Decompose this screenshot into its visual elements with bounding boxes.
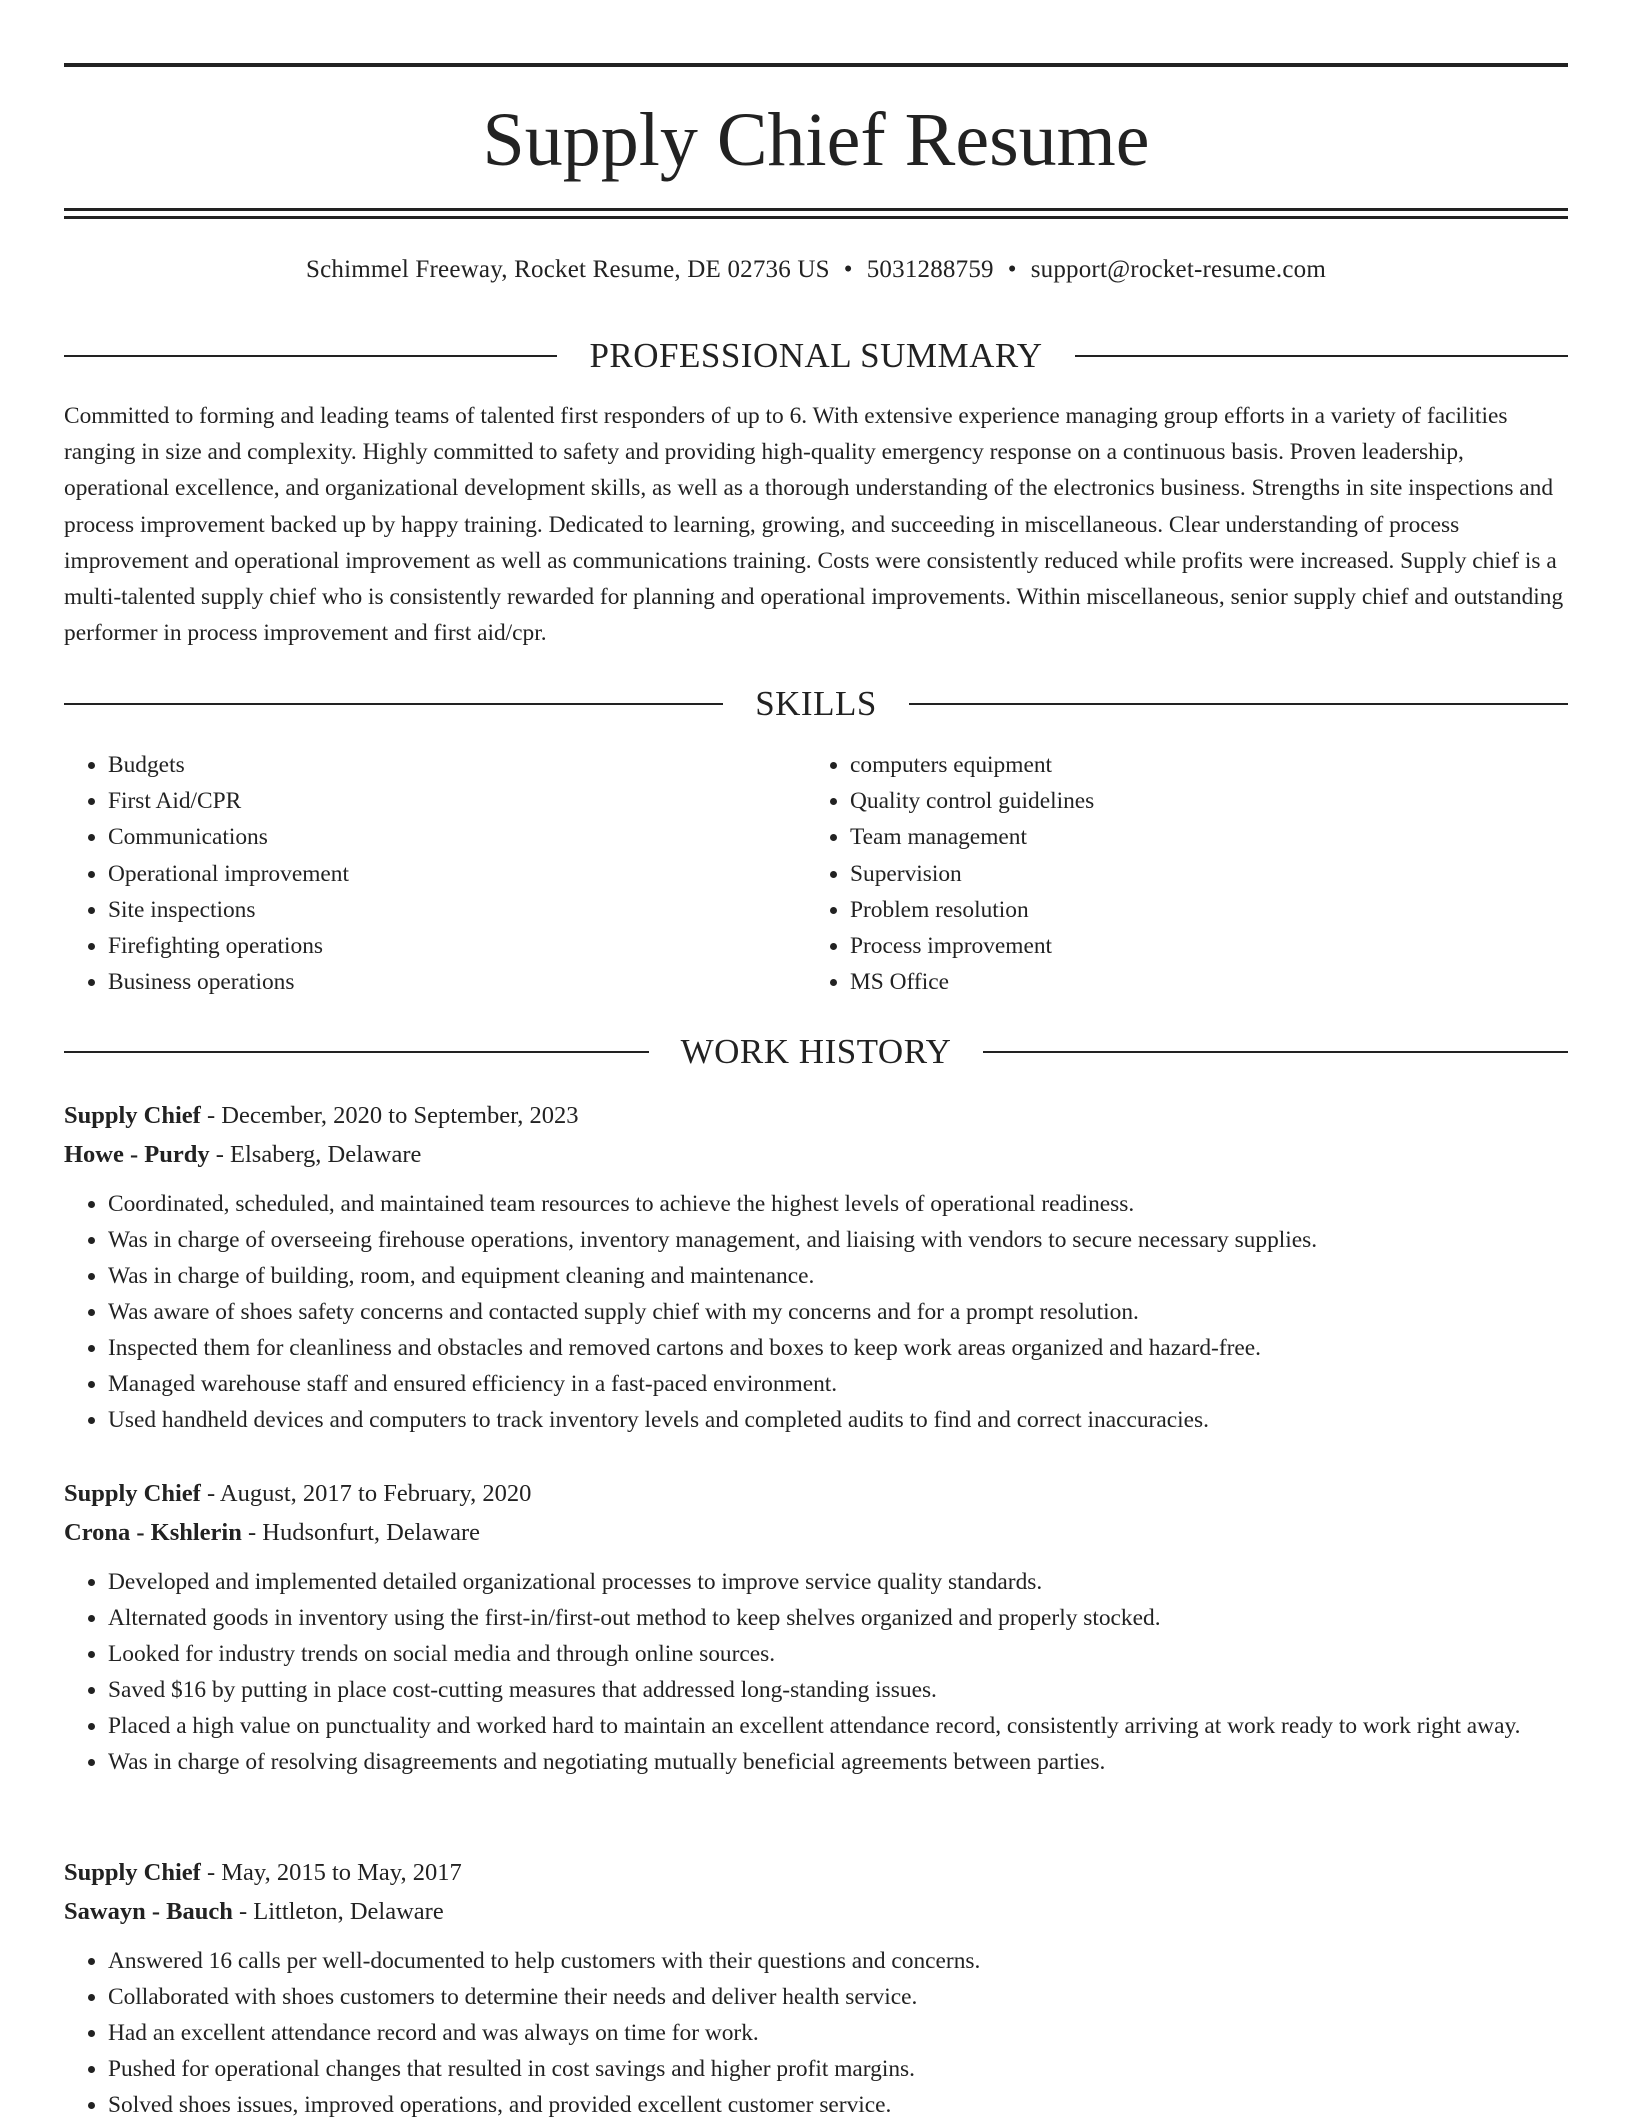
skill-item: • Communications <box>108 819 806 855</box>
job-bullet: • Pushed for operational changes that resulted in cost savings and higher profit margins. <box>108 2051 1568 2087</box>
heading-rule-right <box>1075 355 1568 357</box>
job-location: - Littleton, Delaware <box>232 1898 444 1925</box>
job-title-line <box>64 1853 1568 1892</box>
skill-item: • Business operations <box>108 964 806 1000</box>
header-double-rule-lower <box>64 216 1568 219</box>
skill-item: • Supervision <box>850 856 1548 892</box>
heading-rule-left <box>64 703 723 705</box>
job-bullets <box>64 1564 1568 1780</box>
job-company: Crona - Kshlerin <box>64 1519 242 1546</box>
skill-item: • Process improvement <box>850 928 1548 964</box>
job-bullet: • Was in charge of resolving disagreements and negotiating mutually beneficial agreements between parties. <box>108 1744 1568 1780</box>
skills-column-left <box>64 747 806 1000</box>
job-bullets <box>64 1186 1568 1438</box>
resume-title: Supply Chief Resume <box>482 98 1150 182</box>
contact-email: support@rocket-resume.com <box>1030 256 1326 283</box>
job-title: Supply Chief <box>64 1102 201 1129</box>
job-dates: - May, 2015 to May, 2017 <box>200 1859 462 1886</box>
header-double-rule-upper <box>64 208 1568 211</box>
job-bullet: • Collaborated with shoes customers to determine their needs and deliver health service. <box>108 1979 1568 2015</box>
job-bullet: • Was in charge of overseeing firehouse operations, inventory management, and liaising with vendors to secure necessary supplies. <box>108 1222 1568 1258</box>
skill-item: • Problem resolution <box>850 892 1548 928</box>
skill-item: • Firefighting operations <box>108 928 806 964</box>
job-bullet: • Saved $16 by putting in place cost-cutting measures that addressed long-standing issues. <box>108 1672 1568 1708</box>
contact-line <box>64 252 1568 288</box>
work-history-heading <box>64 1030 1568 1074</box>
contact-phone: 5031288759 <box>866 256 994 283</box>
skill-item: • MS Office <box>850 964 1548 1000</box>
job-bullet: • Coordinated, scheduled, and maintained team resources to achieve the highest levels of operational readiness. <box>108 1186 1568 1222</box>
job-bullet: • Was in charge of building, room, and equipment cleaning and maintenance. <box>108 1258 1568 1294</box>
contact-separator: • <box>843 256 853 283</box>
job-bullet: • Solved shoes issues, improved operations, and provided excellent customer service. <box>108 2087 1568 2123</box>
job-bullet: • Answered 16 calls per well-documented to help customers with their questions and concerns. <box>108 1943 1568 1979</box>
heading-rule-left <box>64 1051 649 1053</box>
job-company-line <box>64 1135 1568 1174</box>
job-bullet: • Developed and implemented detailed organizational processes to improve service quality standards. <box>108 1564 1568 1600</box>
job-bullet: • Managed warehouse staff and ensured efficiency in a fast-paced environment. <box>108 1366 1568 1402</box>
contact-separator: • <box>1007 256 1017 283</box>
skill-item: • Team management <box>850 819 1548 855</box>
job-bullet: • Inspected them for cleanliness and obstacles and removed cartons and boxes to keep work areas organized and hazard-free. <box>108 1330 1568 1366</box>
skill-item: • Site inspections <box>108 892 806 928</box>
job-bullet: • Used handheld devices and computers to track inventory levels and completed audits to find and correct inaccuracies. <box>108 1402 1568 1438</box>
job-company: Sawayn - Bauch <box>64 1898 233 1925</box>
work-history-heading-label: WORK HISTORY <box>680 1032 952 1071</box>
job-bullet: • Alternated goods in inventory using the first-in/first-out method to keep shelves organized and properly stocked. <box>108 1600 1568 1636</box>
job-entry <box>64 1474 1568 1780</box>
job-company-line <box>64 1513 1568 1552</box>
heading-rule-right <box>983 1051 1568 1053</box>
job-title-line <box>64 1474 1568 1513</box>
heading-rule-right <box>909 703 1568 705</box>
header-top-rule <box>64 63 1568 67</box>
heading-rule-left <box>64 355 557 357</box>
skills-heading-label: SKILLS <box>755 684 877 723</box>
job-company-line <box>64 1892 1568 1931</box>
skill-item: • First Aid/CPR <box>108 783 806 819</box>
summary-heading-label: PROFESSIONAL SUMMARY <box>589 336 1043 375</box>
job-entry <box>64 1096 1568 1438</box>
job-dates: - August, 2017 to February, 2020 <box>200 1480 532 1507</box>
job-entry <box>64 1853 1568 2123</box>
job-location: - Elsaberg, Delaware <box>209 1141 422 1168</box>
job-location: - Hudsonfurt, Delaware <box>241 1519 480 1546</box>
job-dates: - December, 2020 to September, 2023 <box>200 1102 579 1129</box>
skill-item: • Budgets <box>108 747 806 783</box>
summary-text: Committed to forming and leading teams of talented first responders of up to 6. With extensive experience managing group efforts in a variety of facilities ranging in size and complexity. Highly committed to safety and providing high-quality emergency response on a continuous basis. Proven leadership, operational excellence, and organizational development skills, as well as a thorough understanding of the electronics business. Strengths in site inspections and process improvement backed up by happy training. Dedicated to learning, growing, and succeeding in miscellaneous. Clear understanding of process improvement and operational improvement as well as communications training. Costs were consistently reduced while profits were increased. Supply chief is a multi-talented supply chief who is consistently rewarded for planning and operational improvements. Within miscellaneous, senior supply chief and outstanding performer in process improvement and first aid/cpr. <box>64 403 1564 647</box>
skill-item: • Quality control guidelines <box>850 783 1548 819</box>
job-company: Howe - Purdy <box>64 1141 210 1168</box>
summary-heading <box>64 334 1568 378</box>
skill-item: • Operational improvement <box>108 856 806 892</box>
skills-list <box>64 747 1568 1000</box>
job-bullet: • Was aware of shoes safety concerns and contacted supply chief with my concerns and for a prompt resolution. <box>108 1294 1568 1330</box>
skills-column-right <box>806 747 1548 1000</box>
job-bullet: • Looked for industry trends on social media and through online sources. <box>108 1636 1568 1672</box>
skill-item: • computers equipment <box>850 747 1548 783</box>
skills-heading <box>64 682 1568 726</box>
job-title: Supply Chief <box>64 1859 201 1886</box>
job-bullet: • Placed a high value on punctuality and worked hard to maintain an excellent attendance record, consistently arriving at work ready to work right away. <box>108 1708 1568 1744</box>
job-bullets <box>64 1943 1568 2123</box>
job-title-line <box>64 1096 1568 1135</box>
contact-address: Schimmel Freeway, Rocket Resume, DE 02736 US <box>306 256 830 283</box>
job-bullet: • Had an excellent attendance record and was always on time for work. <box>108 2015 1568 2051</box>
job-title: Supply Chief <box>64 1480 201 1507</box>
